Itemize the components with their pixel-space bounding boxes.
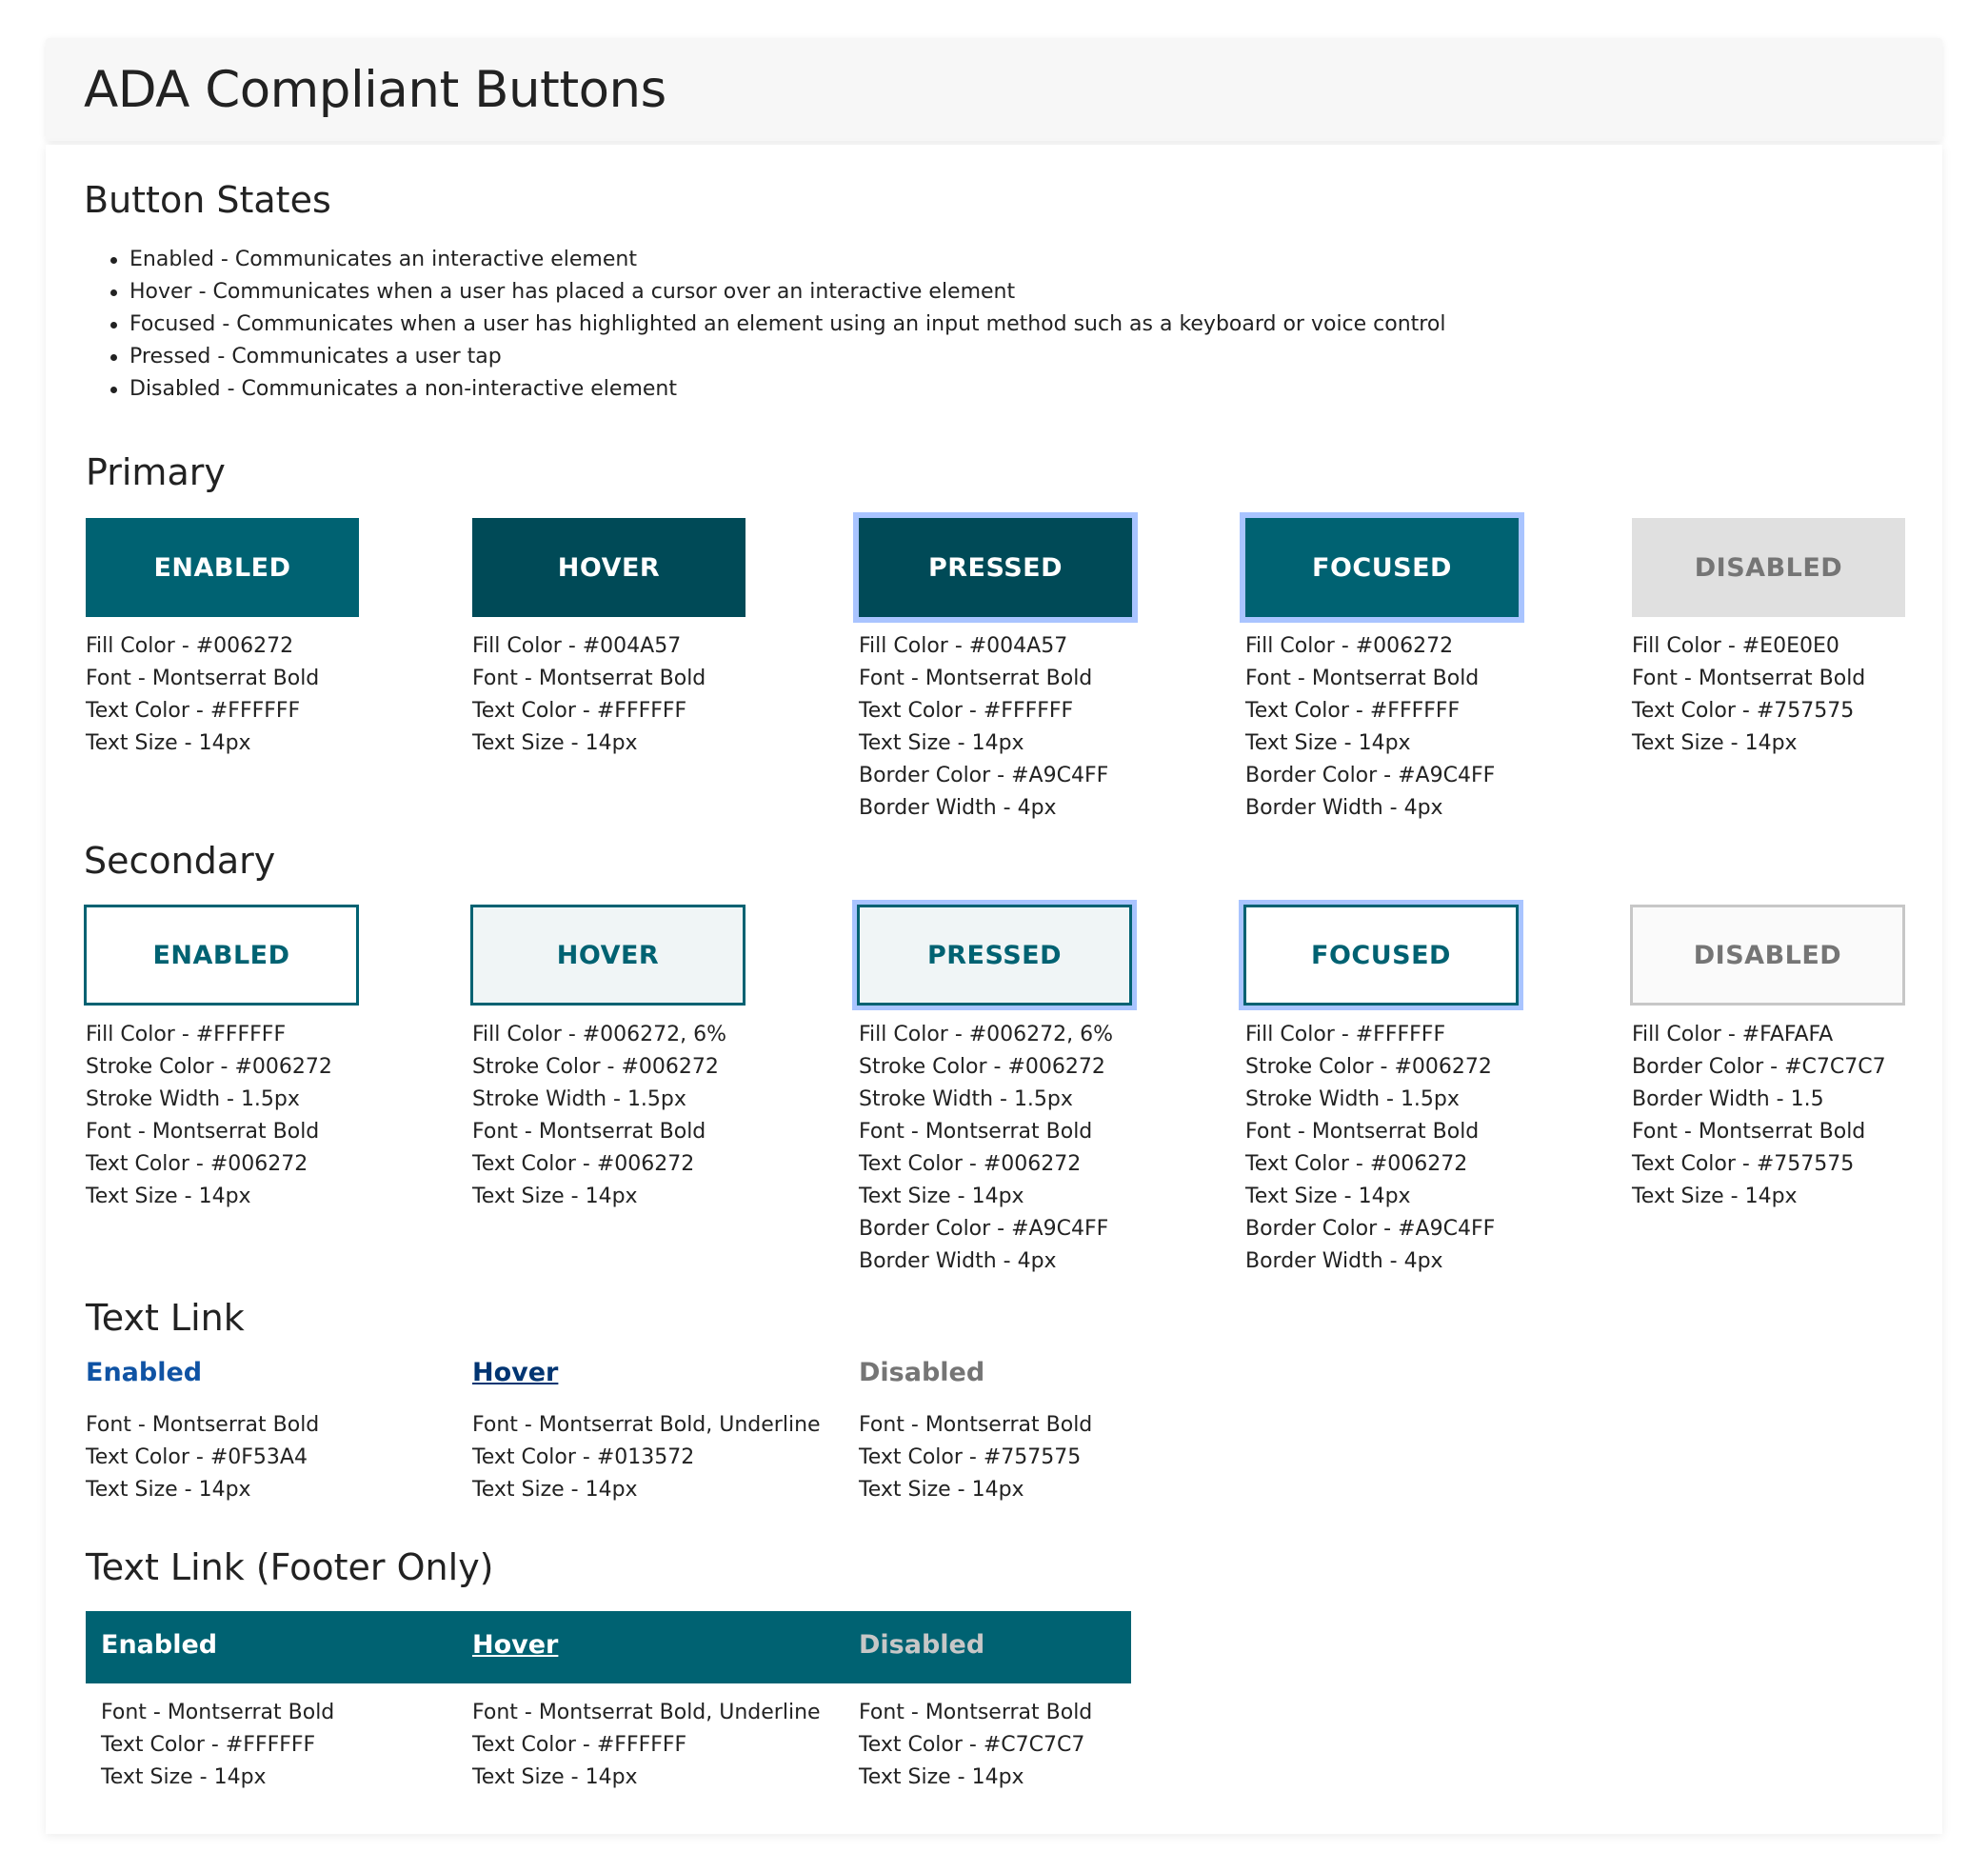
spec-line: Stroke Color - #006272 bbox=[86, 1055, 332, 1079]
spec-line: Stroke Width - 1.5px bbox=[1245, 1087, 1460, 1111]
primary-enabled-button[interactable]: ENABLED bbox=[86, 518, 359, 617]
spec-line: Text Color - #757575 bbox=[1632, 1152, 1855, 1176]
spec-line: Fill Color - #004A57 bbox=[472, 634, 682, 658]
footer-link-enabled-specs bbox=[101, 1697, 334, 1794]
primary-pressed-button[interactable]: PRESSED bbox=[853, 512, 1138, 623]
secondary-pressed-button[interactable]: PRESSED bbox=[852, 900, 1137, 1010]
spec-line: Text Color - #FFFFFF bbox=[86, 699, 301, 723]
spec-line: Text Size - 14px bbox=[859, 1478, 1024, 1502]
bullet-icon bbox=[110, 322, 117, 329]
text-link-disabled: Disabled bbox=[859, 1358, 985, 1387]
bullet-icon bbox=[110, 387, 117, 393]
secondary-hover-specs bbox=[472, 1019, 726, 1213]
primary-hover-button[interactable]: HOVER bbox=[472, 518, 746, 617]
footer-link-hover-specs bbox=[472, 1697, 821, 1794]
spec-line: Stroke Width - 1.5px bbox=[472, 1087, 686, 1111]
spec-line: Text Size - 14px bbox=[86, 731, 251, 755]
spec-line: Border Width - 4px bbox=[859, 796, 1057, 820]
text-link-heading: Text Link bbox=[86, 1297, 245, 1339]
list-item-text: Disabled - Communicates a non-interactive element bbox=[129, 377, 677, 401]
spec-line: Text Size - 14px bbox=[101, 1765, 267, 1789]
spec-line: Border Width - 1.5 bbox=[1632, 1087, 1824, 1111]
spec-line: Fill Color - #004A57 bbox=[859, 634, 1068, 658]
footer-link-heading: Text Link (Footer Only) bbox=[86, 1546, 494, 1588]
spec-line: Border Width - 4px bbox=[859, 1249, 1057, 1273]
spec-line: Text Size - 14px bbox=[1245, 1185, 1411, 1208]
spec-line: Text Color - #006272 bbox=[86, 1152, 308, 1176]
spec-line: Border Color - #A9C4FF bbox=[1245, 1217, 1496, 1241]
spec-line: Fill Color - #FFFFFF bbox=[86, 1023, 287, 1046]
list-item-text: Pressed - Communicates a user tap bbox=[129, 345, 502, 368]
spec-line: Font - Montserrat Bold bbox=[472, 667, 706, 690]
spec-line: Stroke Width - 1.5px bbox=[859, 1087, 1073, 1111]
secondary-enabled-button[interactable]: ENABLED bbox=[84, 905, 359, 1006]
spec-line: Text Size - 14px bbox=[859, 1765, 1024, 1789]
spec-line: Border Color - #A9C4FF bbox=[1245, 764, 1496, 787]
spec-line: Text Color - #0F53A4 bbox=[86, 1445, 308, 1469]
spec-line: Text Size - 14px bbox=[1632, 731, 1798, 755]
content-panel bbox=[46, 145, 1942, 1834]
footer-link-enabled[interactable]: Enabled bbox=[101, 1630, 218, 1660]
spec-line: Fill Color - #006272, 6% bbox=[859, 1023, 1114, 1046]
footer-link-disabled: Disabled bbox=[859, 1630, 985, 1660]
page-header bbox=[46, 38, 1942, 141]
spec-line: Text Size - 14px bbox=[859, 1185, 1024, 1208]
secondary-disabled-specs bbox=[1632, 1019, 1886, 1213]
spec-line: Fill Color - #006272, 6% bbox=[472, 1023, 727, 1046]
primary-pressed-specs bbox=[859, 630, 1108, 825]
spec-line: Text Size - 14px bbox=[86, 1478, 251, 1502]
list-item-text: Hover - Communicates when a user has placed a cursor over an interactive element bbox=[129, 280, 1016, 304]
bullet-icon bbox=[110, 257, 117, 264]
spec-line: Text Color - #757575 bbox=[859, 1445, 1082, 1469]
spec-line: Text Color - #006272 bbox=[1245, 1152, 1468, 1176]
spec-line: Text Color - #757575 bbox=[1632, 699, 1855, 723]
spec-line: Stroke Color - #006272 bbox=[1245, 1055, 1492, 1079]
spec-line: Font - Montserrat Bold bbox=[472, 1120, 706, 1144]
spec-line: Text Size - 14px bbox=[472, 731, 638, 755]
spec-line: Font - Montserrat Bold, Underline bbox=[472, 1413, 821, 1437]
page-title: ADA Compliant Buttons bbox=[84, 61, 666, 119]
spec-line: Stroke Color - #006272 bbox=[859, 1055, 1105, 1079]
text-link-enabled[interactable]: Enabled bbox=[86, 1358, 203, 1387]
spec-line: Text Size - 14px bbox=[859, 731, 1024, 755]
spec-line: Text Color - #006272 bbox=[859, 1152, 1082, 1176]
spec-line: Text Color - #FFFFFF bbox=[472, 699, 687, 723]
spec-line: Fill Color - #FFFFFF bbox=[1245, 1023, 1446, 1046]
secondary-heading: Secondary bbox=[84, 840, 276, 882]
spec-line: Text Color - #FFFFFF bbox=[859, 699, 1074, 723]
spec-line: Text Size - 14px bbox=[472, 1765, 638, 1789]
footer-link-disabled-specs bbox=[859, 1697, 1092, 1794]
spec-line: Font - Montserrat Bold bbox=[86, 1120, 320, 1144]
list-item bbox=[95, 276, 1445, 309]
primary-hover-specs bbox=[472, 630, 706, 760]
spec-line: Text Size - 14px bbox=[1245, 731, 1411, 755]
spec-line: Border Width - 4px bbox=[1245, 796, 1443, 820]
spec-line: Text Color - #006272 bbox=[472, 1152, 695, 1176]
spec-line: Font - Montserrat Bold bbox=[101, 1701, 335, 1724]
spec-line: Border Color - #C7C7C7 bbox=[1632, 1055, 1886, 1079]
spec-line: Font - Montserrat Bold bbox=[859, 1413, 1093, 1437]
text-link-hover[interactable]: Hover bbox=[472, 1358, 559, 1387]
secondary-focused-button[interactable]: FOCUSED bbox=[1239, 900, 1523, 1010]
list-item bbox=[95, 244, 1445, 276]
spec-line: Font - Montserrat Bold bbox=[1245, 667, 1480, 690]
list-item-text: Enabled - Communicates an interactive element bbox=[129, 248, 637, 271]
spec-line: Text Color - #FFFFFF bbox=[472, 1733, 687, 1757]
secondary-focused-specs bbox=[1245, 1019, 1495, 1278]
list-item bbox=[95, 309, 1445, 341]
secondary-enabled-specs bbox=[86, 1019, 332, 1213]
bullet-icon bbox=[110, 354, 117, 361]
spec-line: Text Color - #013572 bbox=[472, 1445, 695, 1469]
secondary-pressed-specs bbox=[859, 1019, 1113, 1278]
primary-enabled-specs bbox=[86, 630, 319, 760]
spec-line: Text Size - 14px bbox=[472, 1478, 638, 1502]
text-link-hover-specs bbox=[472, 1409, 821, 1506]
spec-line: Fill Color - #006272 bbox=[1245, 634, 1454, 658]
bullet-icon bbox=[110, 289, 117, 296]
spec-line: Font - Montserrat Bold bbox=[86, 1413, 320, 1437]
text-link-disabled-specs bbox=[859, 1409, 1092, 1506]
spec-line: Fill Color - #FAFAFA bbox=[1632, 1023, 1834, 1046]
spec-line: Font - Montserrat Bold bbox=[86, 667, 320, 690]
spec-line: Stroke Color - #006272 bbox=[472, 1055, 719, 1079]
button-states-list bbox=[95, 244, 1445, 406]
spec-line: Text Color - #FFFFFF bbox=[1245, 699, 1461, 723]
button-states-heading: Button States bbox=[84, 179, 331, 221]
secondary-disabled-button: DISABLED bbox=[1630, 905, 1905, 1006]
spec-line: Fill Color - #E0E0E0 bbox=[1632, 634, 1839, 658]
spec-line: Font - Montserrat Bold, Underline bbox=[472, 1701, 821, 1724]
spec-line: Fill Color - #006272 bbox=[86, 634, 294, 658]
spec-line: Stroke Width - 1.5px bbox=[86, 1087, 300, 1111]
spec-line: Text Color - #FFFFFF bbox=[101, 1733, 316, 1757]
spec-line: Font - Montserrat Bold bbox=[859, 1120, 1093, 1144]
spec-line: Font - Montserrat Bold bbox=[1245, 1120, 1480, 1144]
list-item bbox=[95, 341, 1445, 373]
primary-disabled-specs bbox=[1632, 630, 1865, 760]
spec-line: Text Size - 14px bbox=[472, 1185, 638, 1208]
list-item bbox=[95, 373, 1445, 406]
primary-focused-button[interactable]: FOCUSED bbox=[1240, 512, 1524, 623]
spec-line: Border Color - #A9C4FF bbox=[859, 764, 1109, 787]
spec-line: Font - Montserrat Bold bbox=[1632, 1120, 1866, 1144]
primary-focused-specs bbox=[1245, 630, 1495, 825]
spec-line: Border Width - 4px bbox=[1245, 1249, 1443, 1273]
primary-disabled-button: DISABLED bbox=[1632, 518, 1905, 617]
spec-line: Font - Montserrat Bold bbox=[1632, 667, 1866, 690]
list-item-text: Focused - Communicates when a user has highlighted an element using an input method such as a keyboard or voice control bbox=[129, 312, 1446, 336]
spec-line: Text Color - #C7C7C7 bbox=[859, 1733, 1085, 1757]
spec-line: Font - Montserrat Bold bbox=[859, 667, 1093, 690]
primary-heading: Primary bbox=[86, 451, 226, 493]
secondary-hover-button[interactable]: HOVER bbox=[470, 905, 746, 1006]
spec-line: Border Color - #A9C4FF bbox=[859, 1217, 1109, 1241]
text-link-enabled-specs bbox=[86, 1409, 319, 1506]
spec-line: Font - Montserrat Bold bbox=[859, 1701, 1093, 1724]
spec-line: Text Size - 14px bbox=[1632, 1185, 1798, 1208]
footer-link-hover[interactable]: Hover bbox=[472, 1630, 559, 1660]
spec-line: Text Size - 14px bbox=[86, 1185, 251, 1208]
